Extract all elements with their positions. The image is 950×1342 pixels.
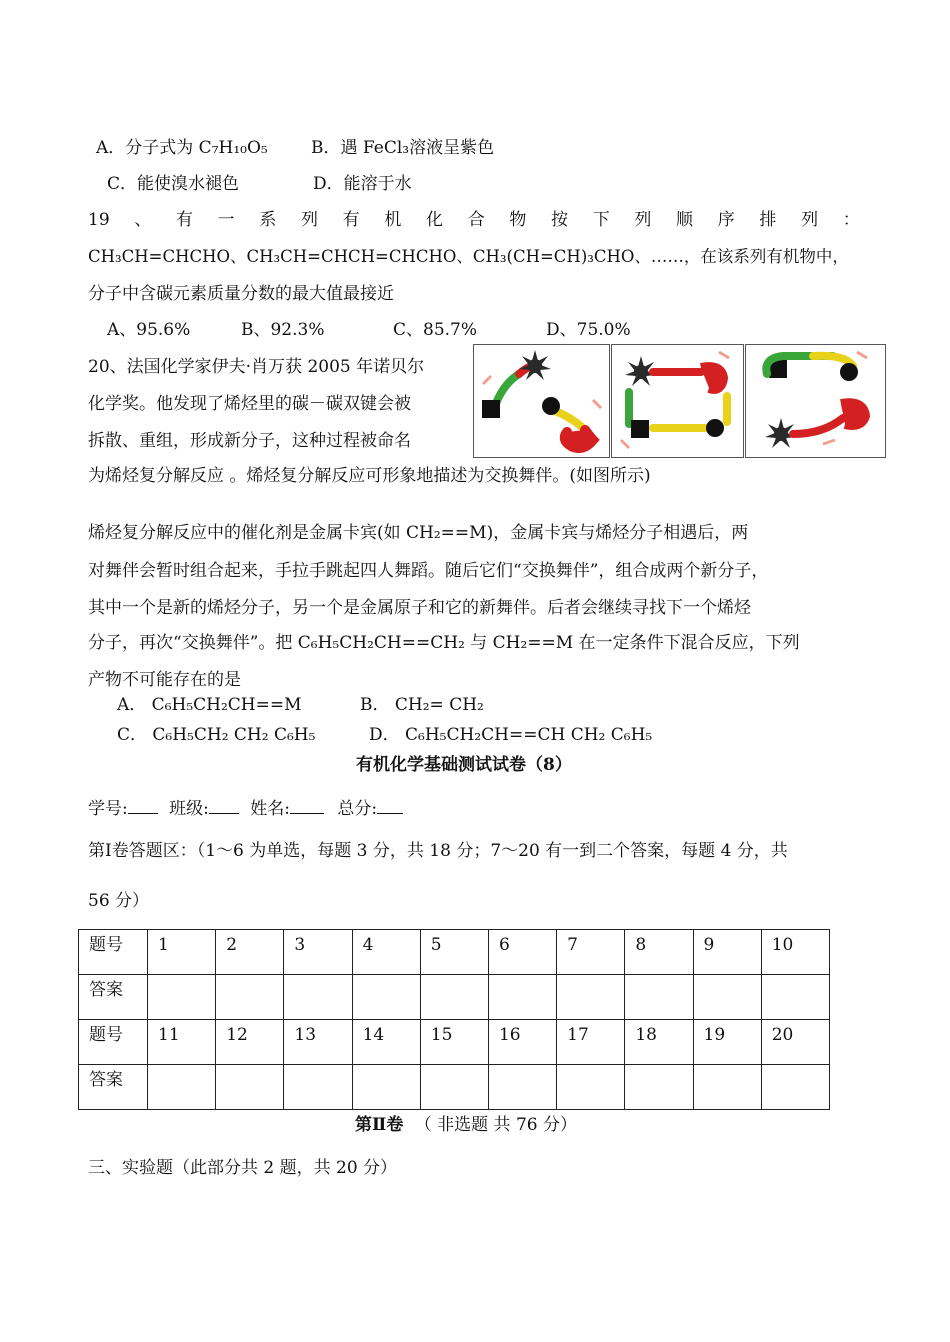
question-number-row <box>79 1020 830 1065</box>
q19-stem-char: 列 <box>301 210 318 230</box>
question-number-cell: 11 <box>148 1020 216 1065</box>
name-field[interactable] <box>290 797 324 814</box>
answer-cell[interactable] <box>352 975 420 1020</box>
q19-stem-char: 物 <box>509 210 527 230</box>
question-number-cell: 3 <box>284 930 352 975</box>
q19-option-c: C、85.7% <box>393 320 478 340</box>
q20-stem-line4: 为烯烃复分解反应 。烯烃复分解反应可形象地描述为交换舞伴。(如图所示) <box>88 466 651 486</box>
question-number-row <box>79 930 830 975</box>
question-number-cell: 12 <box>216 1020 284 1065</box>
question-number-cell: 7 <box>557 930 625 975</box>
question-number-cell: 15 <box>420 1020 488 1065</box>
answer-cell[interactable] <box>216 975 284 1020</box>
q19-stem-char: 有 <box>175 210 193 230</box>
q19-option-d: D、75.0% <box>546 320 631 340</box>
q19-stem-char: 19 <box>88 210 110 230</box>
question-number-cell: 6 <box>488 930 556 975</box>
question-number-cell: 19 <box>693 1020 761 1065</box>
answer-cell[interactable] <box>557 1065 625 1110</box>
answer-cell[interactable] <box>216 1065 284 1110</box>
question-number-cell: 16 <box>488 1020 556 1065</box>
student-id-field[interactable] <box>128 797 158 814</box>
q19-option-a: A、95.6% <box>107 320 191 340</box>
answer-cell[interactable] <box>148 975 216 1020</box>
q19-stem-char: 序 <box>717 210 735 230</box>
q19-stem-char: 下 <box>592 210 610 230</box>
part1-instructions-line1: 第Ⅰ卷答题区：（1～6 为单选，每题 3 分，共 18 分；7～20 有一到二个答案，每题 4 分，共 <box>88 841 788 861</box>
answer-cell[interactable] <box>625 1065 693 1110</box>
q20-stem-line3: 拆散、重组，形成新分子，这种过程被命名 <box>88 431 411 451</box>
q19-stem-char: 列 <box>634 210 652 230</box>
answer-cell[interactable] <box>420 1065 488 1110</box>
answer-cell[interactable] <box>148 1065 216 1110</box>
class-label: 班级: <box>169 799 209 819</box>
q20-option-d: D． C₆H₅CH₂CH==CH CH₂ C₆H₅ <box>369 725 653 745</box>
q19-stem-char: 机 <box>384 210 402 230</box>
q19-stem-line3: 分子中含碳元素质量分数的最大值最接近 <box>88 284 394 304</box>
q20-stem-line2: 化学奖。他发现了烯烃里的碳－碳双键会被 <box>88 394 411 414</box>
name-label: 姓名: <box>250 799 291 819</box>
answer-cell[interactable] <box>625 975 693 1020</box>
total-score-label: 总分: <box>337 799 378 819</box>
q20-para-line3: 其中一个是新的烯烃分子，另一个是金属原子和它的新舞伴。后者会继续寻找下一个烯烃 <box>88 598 751 618</box>
q20-option-b: B． CH₂= CH₂ <box>360 695 484 715</box>
answer-cell[interactable] <box>693 975 761 1020</box>
q19-stem-char: 、 <box>134 210 152 230</box>
q20-option-c: C． C₆H₅CH₂ CH₂ C₆H₅ <box>117 725 316 745</box>
partner-exchange-illustration <box>473 344 886 458</box>
question-number-cell: 2 <box>216 930 284 975</box>
answer-row <box>79 975 830 1020</box>
panel-3 <box>746 345 886 458</box>
part1-instructions-line2: 56 分） <box>88 891 150 911</box>
q19-stem-char: 一 <box>217 210 235 230</box>
answer-cell[interactable] <box>488 1065 556 1110</box>
panel-2 <box>612 345 744 458</box>
answer-table <box>78 929 830 1110</box>
question-row-label: 题号 <box>79 1020 148 1065</box>
answer-cell[interactable] <box>761 1065 829 1110</box>
q20-stem-line1: 20、法国化学家伊夫·肖万获 2005 年诺贝尔 <box>88 357 425 377</box>
q19-stem-char: 列 <box>801 210 819 230</box>
question-number-cell: 20 <box>761 1020 829 1065</box>
q20-para-line5: 产物不可能存在的是 <box>88 670 241 690</box>
question-number-cell: 1 <box>148 930 216 975</box>
q20-para-line4: 分子，再次“交换舞伴”。把 C₆H₅CH₂CH==CH₂ 与 CH₂==M 在一定条件下混合反应，下列 <box>88 633 800 653</box>
question-number-cell: 4 <box>352 930 420 975</box>
answer-cell[interactable] <box>693 1065 761 1110</box>
q18-option-b: B．遇 FeCl₃溶液呈紫色 <box>311 138 495 158</box>
question-number-cell: 8 <box>625 930 693 975</box>
question-number-cell: 9 <box>693 930 761 975</box>
q19-stem-line1 <box>88 209 860 231</box>
question-number-cell: 10 <box>761 930 829 975</box>
question-number-cell: 5 <box>420 930 488 975</box>
q19-stem-char: 顺 <box>676 210 694 230</box>
class-field[interactable] <box>209 797 239 814</box>
q20-para-line1: 烯烃复分解反应中的催化剂是金属卡宾(如 CH₂==M)，金属卡宾与烯烃分子相遇后，两 <box>88 523 749 543</box>
question-number-cell: 18 <box>625 1020 693 1065</box>
q19-stem-char: 合 <box>467 210 485 230</box>
question-number-cell: 13 <box>284 1020 352 1065</box>
q19-stem-char: ： <box>842 210 860 230</box>
question-number-cell: 14 <box>352 1020 420 1065</box>
q19-stem-char: 按 <box>551 210 569 230</box>
answer-cell[interactable] <box>420 975 488 1020</box>
q20-para-line2: 对舞伴会暂时组合起来，手拉手跳起四人舞蹈。随后它们“交换舞伴”，组合成两个新分子， <box>88 561 769 581</box>
q18-option-c: C．能使溴水褪色 <box>107 174 240 194</box>
section3-heading: 三、实验题（此部分共 2 题，共 20 分） <box>88 1158 398 1178</box>
answer-cell[interactable] <box>488 975 556 1020</box>
q18-option-a: A．分子式为 C₇H₁₀O₅ <box>96 138 268 158</box>
answer-cell[interactable] <box>761 975 829 1020</box>
student-id-label: 学号: <box>88 799 128 819</box>
part2-heading <box>355 1114 577 1136</box>
sheet-title: 有机化学基础测试试卷（8） <box>356 755 572 775</box>
panel-1 <box>474 345 610 458</box>
q19-stem-char: 化 <box>426 210 444 230</box>
q19-stem-line2: CH₃CH=CHCHO、CH₃CH=CHCH=CHCHO、CH₃(CH=CH)₃CHO、……，在该系列有机物中， <box>88 247 849 266</box>
answer-cell[interactable] <box>557 975 625 1020</box>
q19-stem-char: 排 <box>759 210 777 230</box>
total-score-field[interactable] <box>377 797 403 814</box>
answer-row <box>79 1065 830 1110</box>
answer-row-label: 答案 <box>79 1065 148 1110</box>
answer-cell[interactable] <box>284 1065 352 1110</box>
part2-title: 第Ⅱ卷 <box>355 1115 404 1135</box>
answer-row-label: 答案 <box>79 975 148 1020</box>
q19-stem-char: 系 <box>259 210 277 230</box>
answer-cell[interactable] <box>352 1065 420 1110</box>
part2-subtitle: （ 非选题 共 76 分） <box>414 1115 577 1135</box>
answer-cell[interactable] <box>284 975 352 1020</box>
q19-option-b: B、92.3% <box>241 320 325 340</box>
q19-stem-char: 有 <box>342 210 360 230</box>
q18-option-d: D．能溶于水 <box>313 174 412 194</box>
question-number-cell: 17 <box>557 1020 625 1065</box>
question-row-label: 题号 <box>79 930 148 975</box>
q20-option-a: A． C₆H₅CH₂CH==M <box>117 695 302 715</box>
student-info-row <box>88 797 403 820</box>
